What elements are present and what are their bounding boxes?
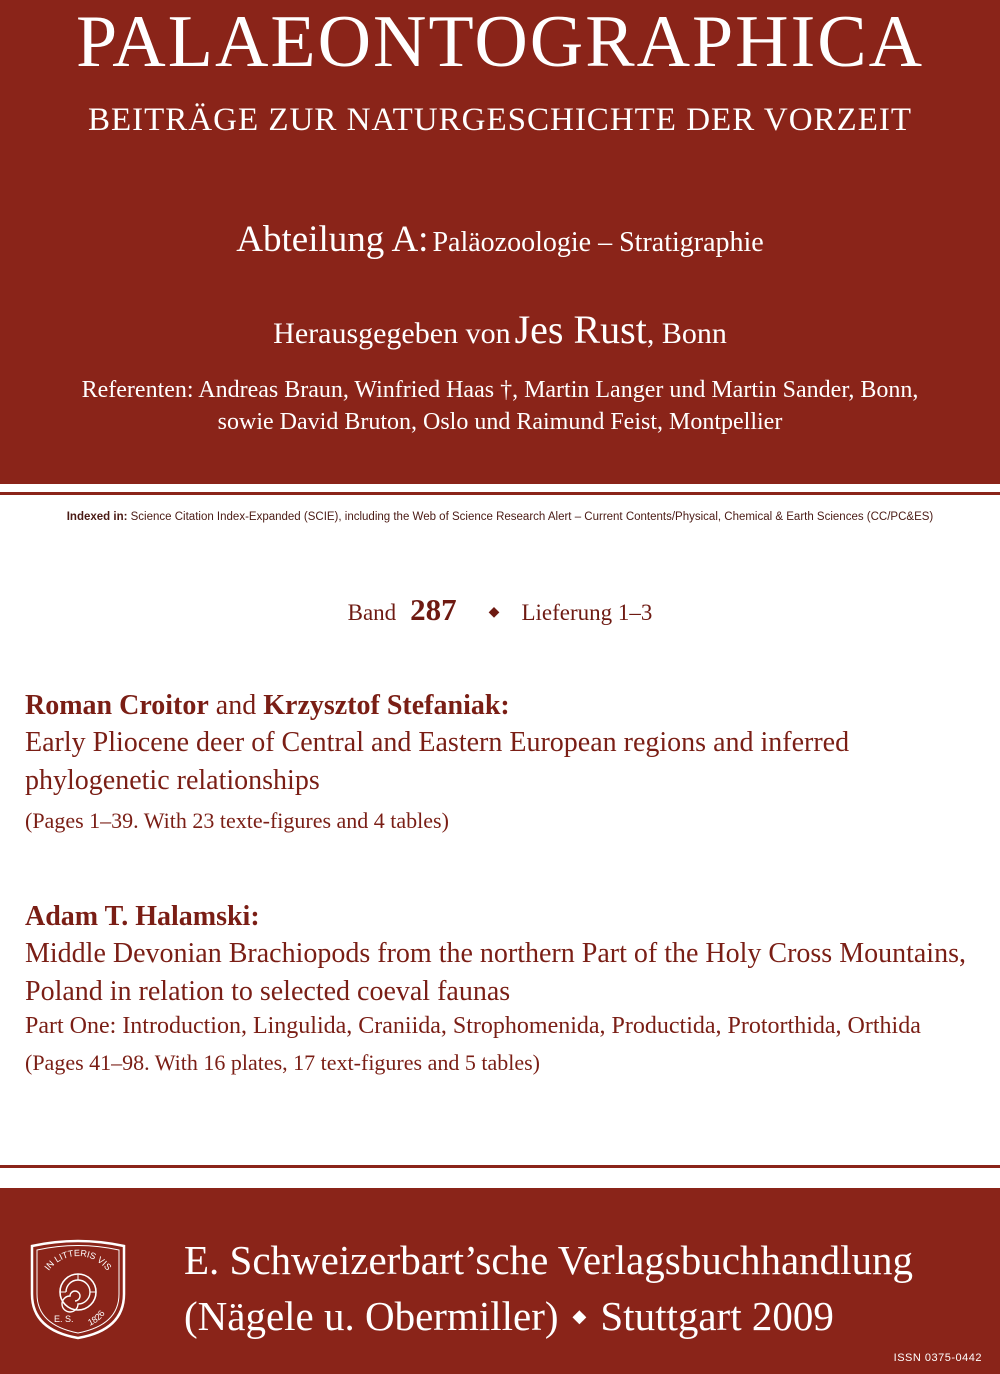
article-2-subtitle: Part One: Introduction, Lingulida, Craniida, Strophomenida, Productida, Protorthida, Orthida xyxy=(25,1013,921,1039)
band-label: Band xyxy=(347,600,397,625)
journal-title: PALAEONTOGRAPHICA xyxy=(75,1,925,83)
band-number: 287 xyxy=(410,592,457,627)
issn: ISSN 0375-0442 xyxy=(893,1352,982,1364)
indexing-note xyxy=(0,511,1000,523)
division-line xyxy=(0,218,1000,269)
indexing-label: Indexed in: xyxy=(66,511,128,523)
referees-line-1: Referenten: Andreas Braun, Winfried Haas †, Martin Langer und Martin Sander, Bonn, xyxy=(81,377,919,403)
publisher-line-2 xyxy=(184,1288,913,1344)
diamond-separator: ◆ xyxy=(488,605,500,620)
publisher-line-1: E. Schweizerbart’sche Verlagsbuchhandlung xyxy=(184,1237,914,1283)
publisher-place-year: Stuttgart 2009 xyxy=(600,1293,834,1339)
article-1-pages: (Pages 1–39. With 23 texte-figures and 4 tables) xyxy=(25,808,449,833)
article-2-pages: (Pages 41–98. With 16 plates, 17 text-figures and 5 tables) xyxy=(25,1050,540,1075)
publisher-owners: (Nägele u. Obermiller) xyxy=(184,1293,559,1339)
editor-name: Jes Rust xyxy=(514,307,647,352)
article-2-title: Middle Devonian Brachiopods from the northern Part of the Holy Cross Mountains, Poland in relation to selected coeval faunas xyxy=(25,938,966,1007)
seal-motto: IN LITTERIS VIS xyxy=(42,1247,114,1273)
referees xyxy=(0,374,1000,438)
referees-line-2: sowie David Bruton, Oslo und Raimund Feist, Montpellier xyxy=(217,409,783,435)
article-1-title: Early Pliocene deer of Central and Eastern European regions and inferred phylogenetic relationships xyxy=(25,727,850,796)
editor-prefix: Herausgegeben von xyxy=(273,317,511,350)
journal-subtitle: BEITRÄGE ZUR NATURGESCHICHTE DER VORZEIT xyxy=(87,102,913,138)
division-label: Abteilung A: xyxy=(236,219,429,260)
author-conjunction: and xyxy=(215,690,257,721)
division-topic: Paläozoologie – Stratigraphie xyxy=(432,227,764,258)
publisher-seal-icon xyxy=(24,1234,132,1342)
publisher-name xyxy=(184,1232,913,1344)
header-band xyxy=(0,0,1000,484)
divider-bottom xyxy=(0,1165,1000,1168)
seal-year: 1826 xyxy=(86,1308,107,1328)
seal-initials: E. S. xyxy=(54,1314,74,1324)
editor-city: , Bonn xyxy=(646,317,727,350)
diamond-separator: ◆ xyxy=(572,1306,587,1326)
editor-line xyxy=(0,307,1000,362)
author-name: Krzysztof Stefaniak: xyxy=(263,690,510,721)
author-name: Roman Croitor xyxy=(25,690,209,721)
article-2-authors xyxy=(25,899,985,935)
indexing-text: Science Citation Index-Expanded (SCIE), including the Web of Science Research Alert – Current Contents/Physical, Chemical & Earth Sciences (CC/PC&ES) xyxy=(130,511,934,523)
volume-line xyxy=(0,590,1000,636)
divider-top xyxy=(0,492,1000,495)
article-2 xyxy=(25,899,985,1078)
issue-label: Lieferung 1–3 xyxy=(521,600,653,625)
article-1-authors xyxy=(25,688,985,724)
author-name: Adam T. Halamski: xyxy=(25,901,260,932)
article-1 xyxy=(25,688,985,836)
